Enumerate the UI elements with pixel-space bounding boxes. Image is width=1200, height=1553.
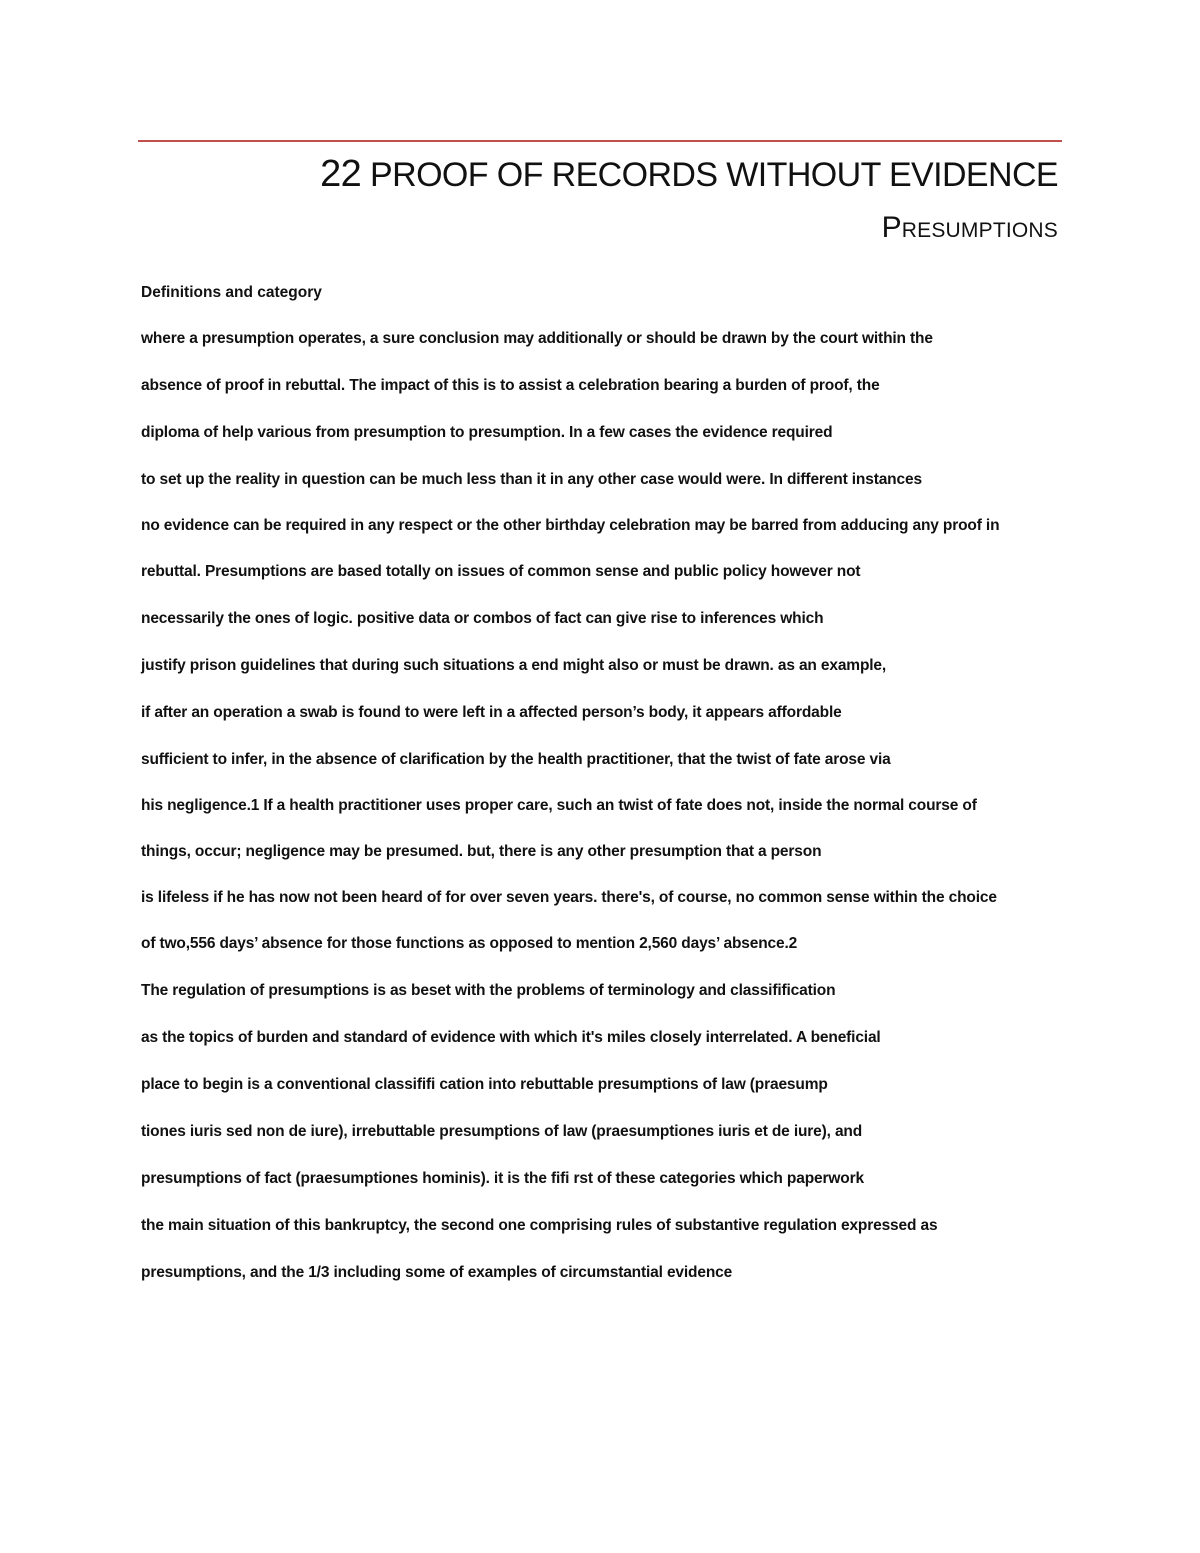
chapter-title-text: PROOF OF RECORDS WITHOUT EVIDENCE [370, 156, 1058, 194]
paragraph-line: no evidence can be required in any respect or the other birthday celebration may be barred from adducing any proof in [141, 517, 1000, 534]
paragraph-line: necessarily the ones of logic. positive data or combos of fact can give rise to inferences which [141, 610, 824, 627]
paragraph-line: absence of proof in rebuttal. The impact of this is to assist a celebration bearing a burden of proof, the [141, 377, 880, 394]
paragraph-line: his negligence.1 If a health practitioner uses proper care, such an twist of fate does not, inside the normal course of [141, 797, 977, 814]
paragraph-line: is lifeless if he has now not been heard of for over seven years. there's, of course, no common sense within the choice [141, 889, 997, 906]
paragraph-line: where a presumption operates, a sure conclusion may additionally or should be drawn by the court within the [141, 330, 933, 347]
paragraph-line: the main situation of this bankruptcy, the second one comprising rules of substantive regulation expressed as [141, 1217, 938, 1234]
document-body [141, 278, 1059, 1288]
chapter-title [320, 153, 1058, 196]
subheading: Definitions and category [141, 284, 322, 301]
paragraph-line: justify prison guidelines that during such situations a end might also or must be drawn. as an example, [141, 657, 887, 674]
paragraph-line: sufficient to infer, in the absence of clarification by the health practitioner, that the twist of fate arose via [141, 751, 891, 768]
section-title: Presumptions [881, 211, 1058, 244]
paragraph-line: of two,556 days’ absence for those functions as opposed to mention 2,560 days’ absence.2 [141, 935, 798, 952]
paragraph-line: things, occur; negligence may be presumed. but, there is any other presumption that a person [141, 843, 822, 860]
chapter-number: 22 [320, 153, 362, 195]
paragraph-line: if after an operation a swab is found to were left in a affected person’s body, it appears affordable [141, 704, 842, 721]
paragraph-line: diploma of help various from presumption to presumption. In a few cases the evidence required [141, 424, 833, 441]
paragraph-line: presumptions, and the 1/3 including some of examples of circumstantial evidence [141, 1264, 733, 1281]
header-rule [138, 140, 1062, 142]
paragraph-line: tiones iuris sed non de iure), irrebuttable presumptions of law (praesumptiones iuris et de iure), and [141, 1123, 863, 1140]
paragraph-line: as the topics of burden and standard of evidence with which it's miles closely interrelated. A beneficial [141, 1029, 881, 1046]
paragraph-line: place to begin is a conventional classififi cation into rebuttable presumptions of law (praesump [141, 1076, 828, 1093]
paragraph-line: to set up the reality in question can be much less than it in any other case would were. In different instances [141, 471, 922, 488]
paragraph-line: presumptions of fact (praesumptiones hominis). it is the fifi rst of these categories which paperwork [141, 1170, 864, 1187]
paragraph-line: The regulation of presumptions is as beset with the problems of terminology and classifification [141, 982, 836, 999]
paragraph-line: rebuttal. Presumptions are based totally on issues of common sense and public policy however not [141, 563, 861, 580]
